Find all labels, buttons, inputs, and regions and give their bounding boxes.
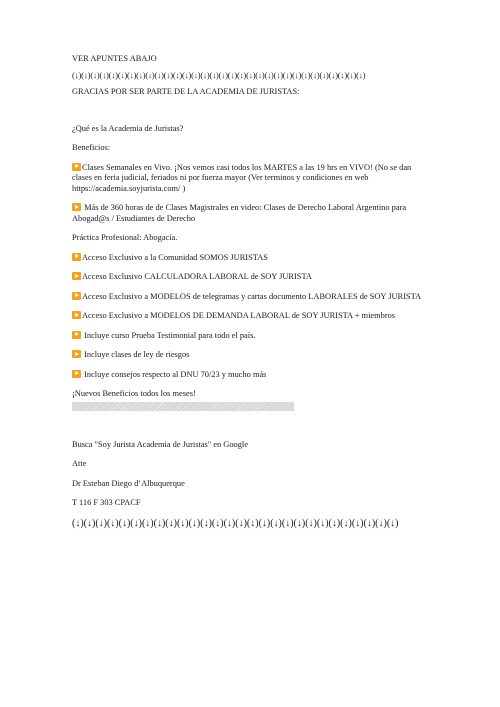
decorative-divider — [72, 402, 294, 411]
play-icon — [72, 203, 81, 211]
arrow-row: (↓)(↓)(↓)(↓)(↓)(↓)(↓)(↓)(↓)(↓)(↓)(↓)(↓)(↓)(↓)(↓)(↓)(↓)(↓)(↓)(↓)(↓)(↓)(↓)(↓)(↓)(↓)(↓)(↓)(↓)(↓)(↓) — [72, 70, 366, 80]
beneficios-label: Beneficios: — [72, 143, 111, 152]
gracias-text: GRACIAS POR SER PARTE DE LA ACADEMIA DE JURISTAS: — [72, 87, 300, 96]
author-name: Dr Esteban Diego d’Albuquerque — [72, 478, 185, 488]
benefit-item: Incluye clases de ley de riesgos — [72, 350, 428, 361]
benefit-item: Acceso Exclusivo a MODELOS de telegramas y cartas documento LABORALES de SOY JURISTA — [72, 292, 428, 303]
benefit-item: Acceso Exclusivo CALCULADORA LABORAL de SOY JURISTA — [72, 272, 428, 283]
atte-text: Atte — [72, 459, 87, 468]
ver-apuntes-heading: VER APUNTES ABAJO — [72, 54, 157, 63]
play-icon — [72, 272, 81, 280]
benefit-item: Más de 360 horas de de Clases Magistrales en video: Clases de Derecho Laboral Argentino para Abogad@s / Estudiantes de Derecho — [72, 203, 407, 223]
benefit-item: Acceso Exclusivo a la Comunidad SOMOS JURISTAS — [72, 253, 428, 264]
busca-text: Busca "Soy Jurista Academia de Juristas" en Google — [72, 439, 248, 449]
play-icon — [72, 311, 81, 319]
play-icon — [72, 370, 81, 378]
tomo-folio: T 116 F 303 CPACF — [72, 498, 141, 507]
benefit-item: Clases Semanales en Vivo. ¡Nos vemos casi todos los MARTES a las 19 hrs en VIVO! (No se dan clases en feria judicial, feriados ni por fuerza mayor (Ver terminos y condiciones en web https://academia.soyjurista.com/ ) — [72, 162, 412, 193]
arrow-block: (↓)(↓)(↓)(↓)(↓)(↓)(↓)(↓)(↓)(↓)(↓)(↓)(↓)(↓)(↓)(↓)(↓)(↓)(↓)(↓)(↓)(↓)(↓)(↓)(↓)(↓)(↓)(↓) — [72, 517, 399, 529]
practica-text: Práctica Profesional: Abogacía. — [72, 233, 178, 242]
academia-question: ¿Qué es la Academia de Juristas? — [72, 123, 184, 133]
play-icon — [72, 292, 81, 300]
benefit-item: Incluye curso Prueba Testimonial para todo el país. — [72, 331, 428, 342]
play-icon — [72, 253, 81, 261]
play-icon — [72, 350, 81, 358]
play-icon — [72, 331, 81, 339]
benefit-item: Acceso Exclusivo a MODELOS DE DEMANDA LABORAL de SOY JURISTA + miembros — [72, 311, 428, 322]
nuevos-beneficios: ¡Nuevos Beneficios todos los meses! — [72, 389, 196, 398]
benefit-item: Incluye consejos respecto al DNU 70/23 y mucho más — [72, 370, 428, 381]
document-page — [72, 54, 428, 530]
play-icon — [72, 163, 81, 171]
